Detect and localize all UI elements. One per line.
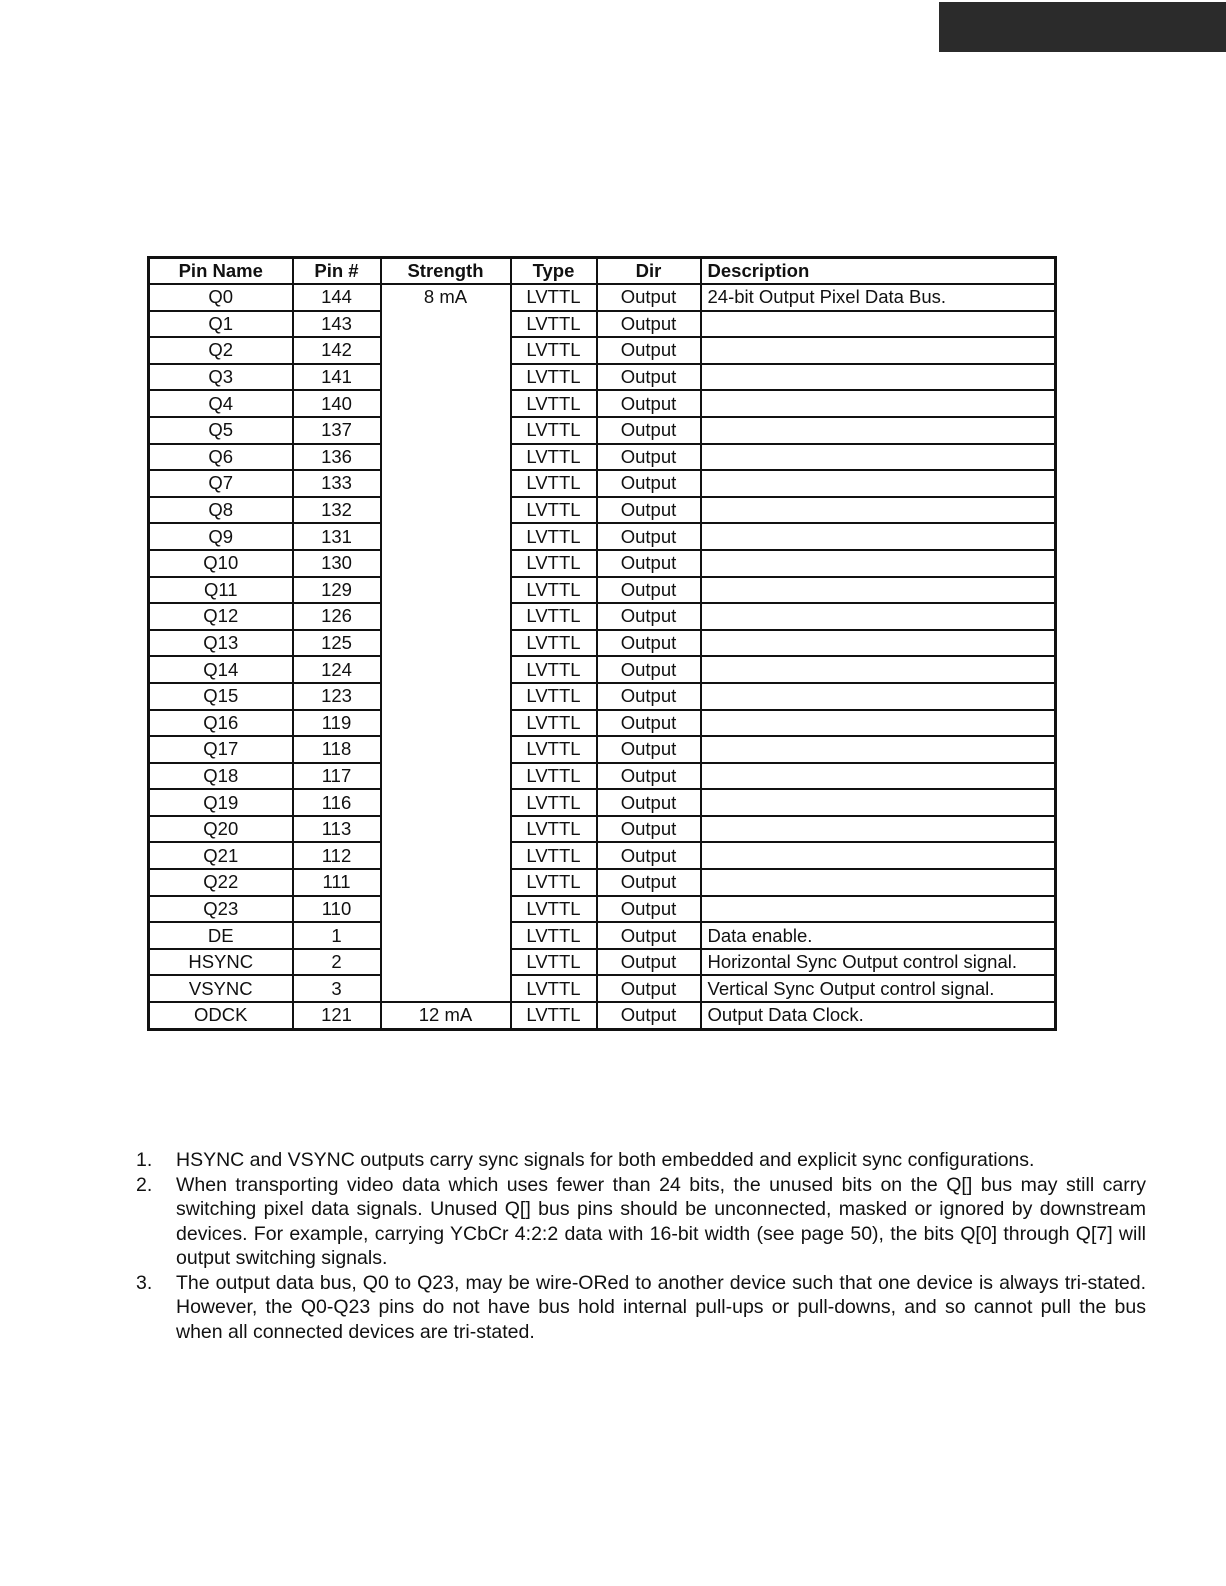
description-cell bbox=[701, 710, 1056, 737]
description-cell bbox=[701, 470, 1056, 497]
pin-number-cell: 3 bbox=[293, 975, 381, 1002]
type-cell: LVTTL bbox=[511, 922, 597, 949]
table-row bbox=[149, 337, 1056, 364]
dir-cell: Output bbox=[597, 577, 701, 604]
type-cell: LVTTL bbox=[511, 975, 597, 1002]
type-cell: LVTTL bbox=[511, 311, 597, 338]
strength-cell bbox=[381, 311, 511, 338]
dir-cell: Output bbox=[597, 630, 701, 657]
dir-cell: Output bbox=[597, 763, 701, 790]
note-text: When transporting video data which uses fewer than 24 bits, the unused bits on the Q[] bus may still carry switching pixel data signals. Unused Q[] bus pins should be unconnected, masked or ignored by downstream devices. For example, carrying YCbCr 4:2:2 data with 16-bit width (see page 50), the bits Q[0] through Q[7] will output switching signals. bbox=[176, 1173, 1146, 1269]
type-cell: LVTTL bbox=[511, 1002, 597, 1029]
table-row bbox=[149, 949, 1056, 976]
dir-cell: Output bbox=[597, 789, 701, 816]
pin-number-cell: 117 bbox=[293, 763, 381, 790]
strength-cell bbox=[381, 949, 511, 976]
dir-cell: Output bbox=[597, 550, 701, 577]
dir-cell: Output bbox=[597, 896, 701, 923]
type-cell: LVTTL bbox=[511, 284, 597, 311]
strength-cell bbox=[381, 417, 511, 444]
description-cell bbox=[701, 444, 1056, 471]
dir-cell: Output bbox=[597, 470, 701, 497]
description-cell bbox=[701, 603, 1056, 630]
dir-cell: Output bbox=[597, 683, 701, 710]
pin-name-cell: ODCK bbox=[149, 1002, 293, 1029]
pin-name-cell: Q13 bbox=[149, 630, 293, 657]
header-bar bbox=[939, 2, 1226, 52]
pin-number-cell: 124 bbox=[293, 656, 381, 683]
strength-cell bbox=[381, 337, 511, 364]
type-cell: LVTTL bbox=[511, 763, 597, 790]
pin-name-cell: Q4 bbox=[149, 390, 293, 417]
header-type: Type bbox=[511, 258, 597, 285]
table-row bbox=[149, 1002, 1056, 1029]
type-cell: LVTTL bbox=[511, 364, 597, 391]
description-cell: Horizontal Sync Output control signal. bbox=[701, 949, 1056, 976]
pin-number-cell: 140 bbox=[293, 390, 381, 417]
pin-number-cell: 144 bbox=[293, 284, 381, 311]
description-cell bbox=[701, 497, 1056, 524]
type-cell: LVTTL bbox=[511, 444, 597, 471]
pin-number-cell: 119 bbox=[293, 710, 381, 737]
strength-cell bbox=[381, 656, 511, 683]
pin-number-cell: 132 bbox=[293, 497, 381, 524]
pin-name-cell: Q8 bbox=[149, 497, 293, 524]
pin-name-cell: Q19 bbox=[149, 789, 293, 816]
note-item bbox=[136, 1173, 1146, 1271]
type-cell: LVTTL bbox=[511, 337, 597, 364]
table-row bbox=[149, 896, 1056, 923]
description-cell bbox=[701, 896, 1056, 923]
table-row bbox=[149, 523, 1056, 550]
dir-cell: Output bbox=[597, 337, 701, 364]
pin-name-cell: Q22 bbox=[149, 869, 293, 896]
description-cell: Vertical Sync Output control signal. bbox=[701, 975, 1056, 1002]
table-row bbox=[149, 311, 1056, 338]
description-cell bbox=[701, 763, 1056, 790]
header-dir: Dir bbox=[597, 258, 701, 285]
pin-table bbox=[147, 256, 1057, 1031]
dir-cell: Output bbox=[597, 390, 701, 417]
table-row bbox=[149, 364, 1056, 391]
pin-name-cell: VSYNC bbox=[149, 975, 293, 1002]
strength-cell bbox=[381, 975, 511, 1002]
dir-cell: Output bbox=[597, 816, 701, 843]
pin-name-cell: Q9 bbox=[149, 523, 293, 550]
dir-cell: Output bbox=[597, 417, 701, 444]
pin-name-cell: Q23 bbox=[149, 896, 293, 923]
type-cell: LVTTL bbox=[511, 896, 597, 923]
strength-cell bbox=[381, 630, 511, 657]
strength-cell: 12 mA bbox=[381, 1002, 511, 1029]
table-row bbox=[149, 497, 1056, 524]
dir-cell: Output bbox=[597, 656, 701, 683]
pin-name-cell: HSYNC bbox=[149, 949, 293, 976]
pin-name-cell: Q17 bbox=[149, 736, 293, 763]
pin-name-cell: Q16 bbox=[149, 710, 293, 737]
pin-number-cell: 142 bbox=[293, 337, 381, 364]
header-description: Description bbox=[701, 258, 1056, 285]
pin-number-cell: 141 bbox=[293, 364, 381, 391]
type-cell: LVTTL bbox=[511, 869, 597, 896]
note-text: The output data bus, Q0 to Q23, may be wire-ORed to another device such that one device is always tri-stated. However, the Q0-Q23 pins do not have bus hold internal pull-ups or pull-downs, and so cannot pull the bus when all connected devices are tri-stated. bbox=[176, 1271, 1146, 1343]
table-row bbox=[149, 284, 1056, 311]
pin-number-cell: 118 bbox=[293, 736, 381, 763]
pin-number-cell: 125 bbox=[293, 630, 381, 657]
pin-number-cell: 130 bbox=[293, 550, 381, 577]
table-row bbox=[149, 763, 1056, 790]
description-cell bbox=[701, 364, 1056, 391]
description-cell bbox=[701, 736, 1056, 763]
strength-cell bbox=[381, 710, 511, 737]
description-cell bbox=[701, 656, 1056, 683]
pin-number-cell: 1 bbox=[293, 922, 381, 949]
pin-name-cell: DE bbox=[149, 922, 293, 949]
pin-number-cell: 111 bbox=[293, 869, 381, 896]
pin-number-cell: 2 bbox=[293, 949, 381, 976]
pin-number-cell: 143 bbox=[293, 311, 381, 338]
pin-name-cell: Q10 bbox=[149, 550, 293, 577]
dir-cell: Output bbox=[597, 975, 701, 1002]
description-cell bbox=[701, 816, 1056, 843]
type-cell: LVTTL bbox=[511, 497, 597, 524]
dir-cell: Output bbox=[597, 444, 701, 471]
table-row bbox=[149, 630, 1056, 657]
table-row bbox=[149, 656, 1056, 683]
description-cell bbox=[701, 311, 1056, 338]
table-header-row bbox=[149, 258, 1056, 285]
pin-name-cell: Q0 bbox=[149, 284, 293, 311]
pin-name-cell: Q6 bbox=[149, 444, 293, 471]
type-cell: LVTTL bbox=[511, 417, 597, 444]
dir-cell: Output bbox=[597, 1002, 701, 1029]
pin-name-cell: Q21 bbox=[149, 842, 293, 869]
dir-cell: Output bbox=[597, 922, 701, 949]
type-cell: LVTTL bbox=[511, 949, 597, 976]
pin-name-cell: Q15 bbox=[149, 683, 293, 710]
pin-name-cell: Q18 bbox=[149, 763, 293, 790]
type-cell: LVTTL bbox=[511, 603, 597, 630]
pin-number-cell: 131 bbox=[293, 523, 381, 550]
dir-cell: Output bbox=[597, 497, 701, 524]
description-cell bbox=[701, 577, 1056, 604]
pin-number-cell: 129 bbox=[293, 577, 381, 604]
strength-cell bbox=[381, 550, 511, 577]
table-row bbox=[149, 975, 1056, 1002]
table-row bbox=[149, 842, 1056, 869]
type-cell: LVTTL bbox=[511, 789, 597, 816]
note-item bbox=[136, 1271, 1146, 1345]
type-cell: LVTTL bbox=[511, 656, 597, 683]
dir-cell: Output bbox=[597, 284, 701, 311]
strength-cell bbox=[381, 470, 511, 497]
pin-number-cell: 110 bbox=[293, 896, 381, 923]
strength-cell bbox=[381, 922, 511, 949]
table-row bbox=[149, 869, 1056, 896]
dir-cell: Output bbox=[597, 869, 701, 896]
type-cell: LVTTL bbox=[511, 577, 597, 604]
dir-cell: Output bbox=[597, 949, 701, 976]
description-cell bbox=[701, 789, 1056, 816]
strength-cell bbox=[381, 497, 511, 524]
strength-cell bbox=[381, 789, 511, 816]
type-cell: LVTTL bbox=[511, 842, 597, 869]
strength-cell bbox=[381, 683, 511, 710]
description-cell bbox=[701, 417, 1056, 444]
note-number: 3. bbox=[136, 1271, 153, 1294]
strength-cell bbox=[381, 523, 511, 550]
strength-cell bbox=[381, 364, 511, 391]
header-pin-number: Pin # bbox=[293, 258, 381, 285]
pin-name-cell: Q7 bbox=[149, 470, 293, 497]
pin-number-cell: 116 bbox=[293, 789, 381, 816]
description-cell bbox=[701, 842, 1056, 869]
strength-cell bbox=[381, 842, 511, 869]
table-row bbox=[149, 816, 1056, 843]
pin-number-cell: 136 bbox=[293, 444, 381, 471]
dir-cell: Output bbox=[597, 842, 701, 869]
strength-cell bbox=[381, 896, 511, 923]
description-cell bbox=[701, 869, 1056, 896]
table-row bbox=[149, 390, 1056, 417]
pin-name-cell: Q11 bbox=[149, 577, 293, 604]
pin-name-cell: Q3 bbox=[149, 364, 293, 391]
type-cell: LVTTL bbox=[511, 710, 597, 737]
dir-cell: Output bbox=[597, 364, 701, 391]
pin-number-cell: 137 bbox=[293, 417, 381, 444]
header-strength: Strength bbox=[381, 258, 511, 285]
description-cell: Output Data Clock. bbox=[701, 1002, 1056, 1029]
type-cell: LVTTL bbox=[511, 683, 597, 710]
notes-list bbox=[136, 1148, 1146, 1344]
type-cell: LVTTL bbox=[511, 390, 597, 417]
description-cell: Data enable. bbox=[701, 922, 1056, 949]
strength-cell bbox=[381, 577, 511, 604]
description-cell bbox=[701, 630, 1056, 657]
description-cell bbox=[701, 683, 1056, 710]
dir-cell: Output bbox=[597, 311, 701, 338]
description-cell bbox=[701, 337, 1056, 364]
dir-cell: Output bbox=[597, 736, 701, 763]
table-row bbox=[149, 444, 1056, 471]
description-cell bbox=[701, 550, 1056, 577]
pin-name-cell: Q1 bbox=[149, 311, 293, 338]
pin-name-cell: Q5 bbox=[149, 417, 293, 444]
type-cell: LVTTL bbox=[511, 736, 597, 763]
type-cell: LVTTL bbox=[511, 816, 597, 843]
type-cell: LVTTL bbox=[511, 630, 597, 657]
pin-name-cell: Q20 bbox=[149, 816, 293, 843]
dir-cell: Output bbox=[597, 603, 701, 630]
strength-cell bbox=[381, 736, 511, 763]
table-row bbox=[149, 683, 1056, 710]
table-row bbox=[149, 922, 1056, 949]
pin-number-cell: 112 bbox=[293, 842, 381, 869]
type-cell: LVTTL bbox=[511, 523, 597, 550]
pin-number-cell: 126 bbox=[293, 603, 381, 630]
table-row bbox=[149, 710, 1056, 737]
header-pin-name: Pin Name bbox=[149, 258, 293, 285]
note-text: HSYNC and VSYNC outputs carry sync signals for both embedded and explicit sync configurations. bbox=[176, 1149, 1035, 1171]
table-row bbox=[149, 417, 1056, 444]
table-row bbox=[149, 577, 1056, 604]
dir-cell: Output bbox=[597, 523, 701, 550]
description-cell bbox=[701, 523, 1056, 550]
description-cell: 24-bit Output Pixel Data Bus. bbox=[701, 284, 1056, 311]
description-cell bbox=[701, 390, 1056, 417]
pin-number-cell: 123 bbox=[293, 683, 381, 710]
strength-cell bbox=[381, 816, 511, 843]
pin-number-cell: 133 bbox=[293, 470, 381, 497]
table-row bbox=[149, 736, 1056, 763]
strength-cell bbox=[381, 869, 511, 896]
pin-name-cell: Q14 bbox=[149, 656, 293, 683]
table-row bbox=[149, 789, 1056, 816]
note-item bbox=[136, 1148, 1146, 1173]
strength-cell: 8 mA bbox=[381, 284, 511, 311]
pin-number-cell: 121 bbox=[293, 1002, 381, 1029]
pin-name-cell: Q12 bbox=[149, 603, 293, 630]
type-cell: LVTTL bbox=[511, 550, 597, 577]
table-row bbox=[149, 550, 1056, 577]
type-cell: LVTTL bbox=[511, 470, 597, 497]
pin-name-cell: Q2 bbox=[149, 337, 293, 364]
strength-cell bbox=[381, 603, 511, 630]
pin-number-cell: 113 bbox=[293, 816, 381, 843]
table-row bbox=[149, 603, 1056, 630]
dir-cell: Output bbox=[597, 710, 701, 737]
pin-rows bbox=[149, 284, 1056, 1029]
note-number: 1. bbox=[136, 1149, 153, 1171]
strength-cell bbox=[381, 390, 511, 417]
note-number: 2. bbox=[136, 1173, 153, 1196]
strength-cell bbox=[381, 763, 511, 790]
table-row bbox=[149, 470, 1056, 497]
strength-cell bbox=[381, 444, 511, 471]
